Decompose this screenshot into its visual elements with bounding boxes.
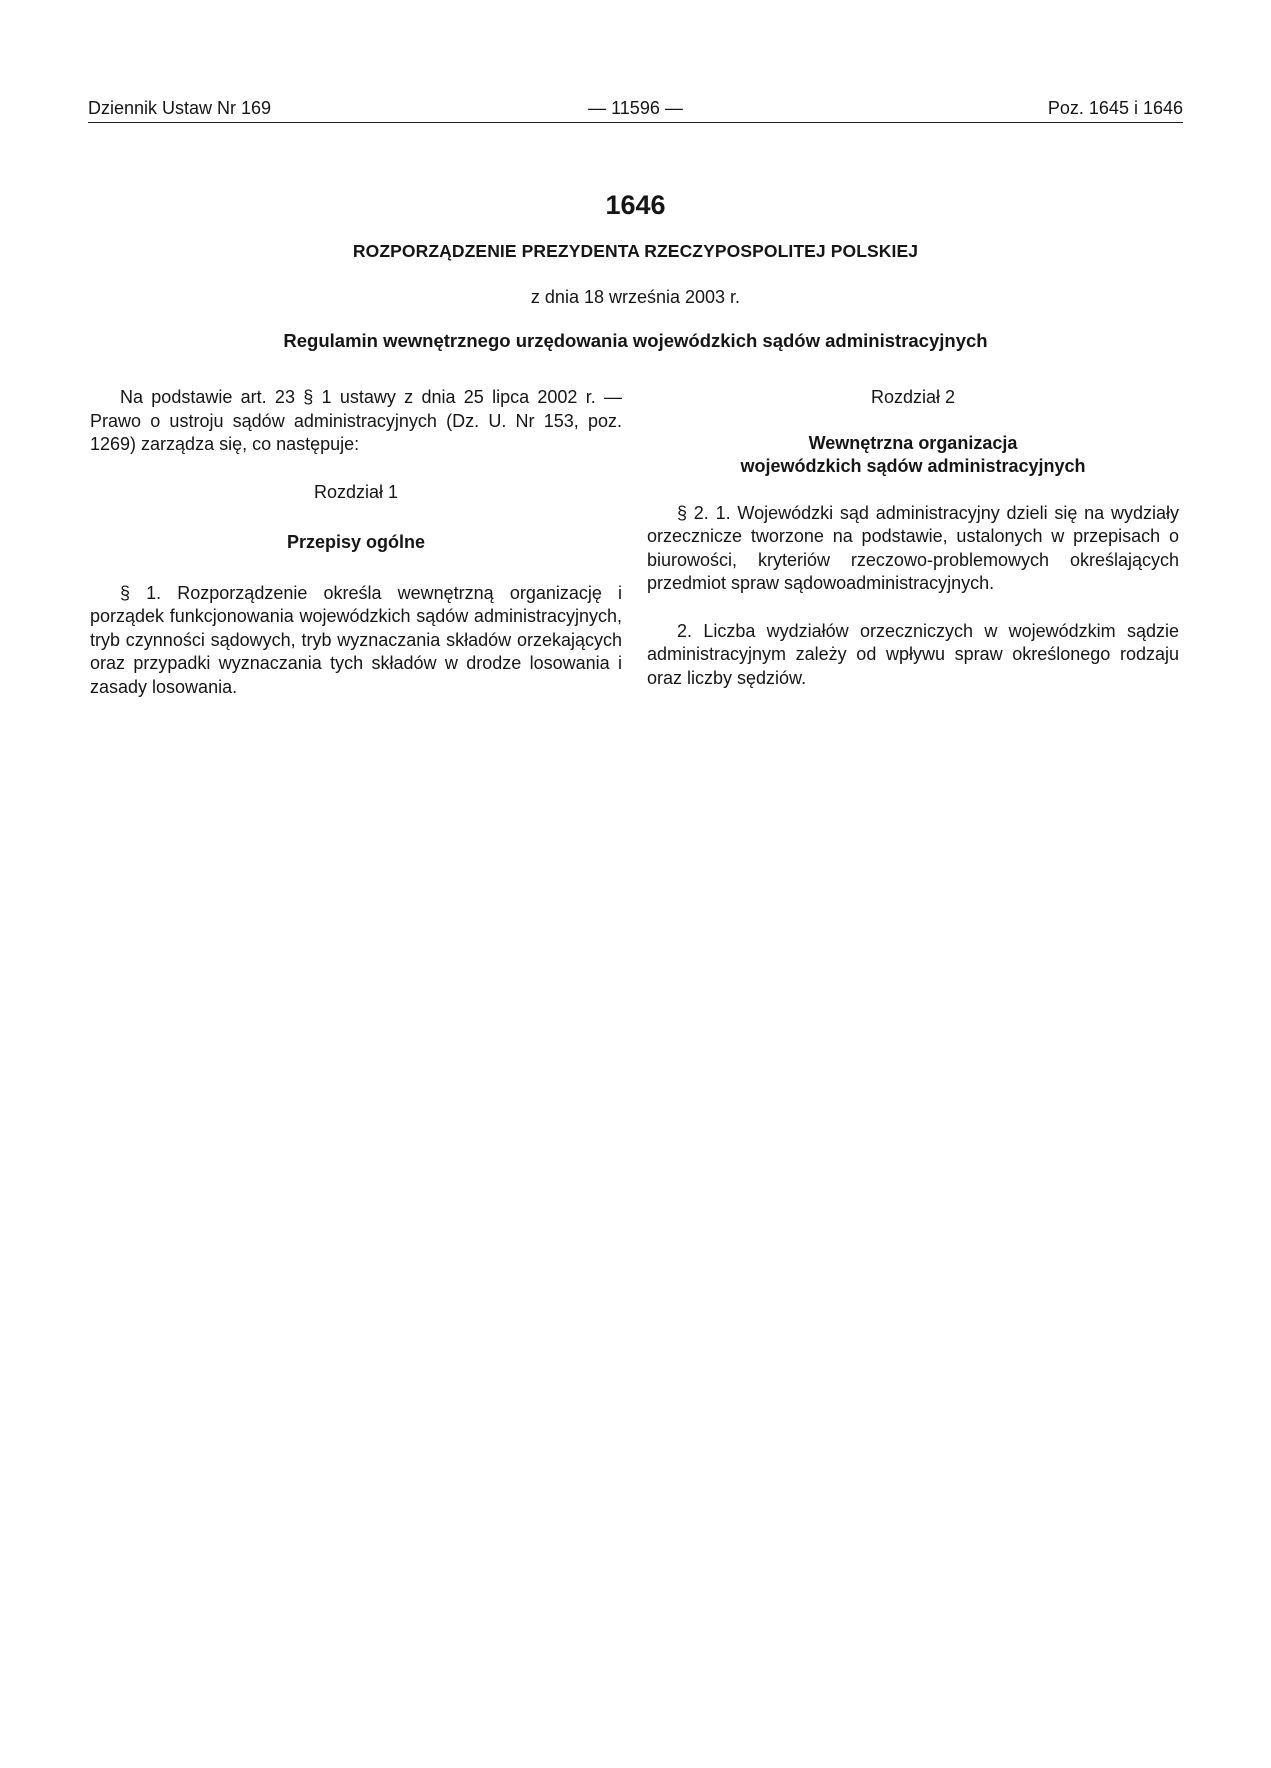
left-column — [90, 386, 622, 699]
chapter-1-label: Rozdział 1 — [313, 481, 399, 502]
page-number: — 11596 — — [588, 98, 683, 118]
chapter-2-heading-line-1: Wewnętrzna organizacja — [808, 432, 1018, 453]
chapter-1-heading: Przepisy ogólne — [286, 532, 426, 552]
act-title: ROZPORZĄDZENIE PREZYDENTA RZECZYPOSPOLITEJ POLSKIEJ — [352, 241, 919, 261]
right-column — [647, 386, 1179, 690]
chapter-2-heading — [647, 432, 1179, 479]
section-2-1: § 2. 1. Wojewódzki sąd administracyjny dzieli się na wydziały orzecznicze tworzone na podstawie, ustalonych w przepisach o biurowości, kryteriów rzeczowo-problemowych określających przedmiot spraw sądowoadministracyjnych. — [647, 502, 1179, 593]
journal-title: Dziennik Ustaw Nr 169 — [88, 98, 272, 118]
section-2-2: 2. Liczba wydziałów orzeczniczych w wojewódzkim sądzie administracyjnym zależy od wpływu spraw określonego rodzaju oraz liczby sędziów. — [647, 620, 1179, 688]
chapter-2-heading-line-2: wojewódzkich sądów administracyjnych — [740, 456, 1086, 476]
chapter-2-label: Rozdział 2 — [870, 387, 956, 407]
page-header — [88, 97, 1183, 121]
preamble: Na podstawie art. 23 § 1 ustawy z dnia 25 lipca 2002 r. — Prawo o ustroju sądów administracyjnych (Dz. U. Nr 153, poz. 1269) zarządza się, co następuje: — [90, 387, 622, 454]
act-date: z dnia 18 września 2003 r. — [530, 287, 741, 307]
section-1: § 1. Rozporządzenie określa wewnętrzną organizację i porządek funkcjonowania wojewódzkich sądów administracyjnych, tryb czynności sądowych, tryb wyznaczania składów orzekających oraz przypadki wyznaczania tych składów w drodze losowania i zasady losowania. — [90, 582, 622, 697]
act-number: 1646 — [605, 190, 666, 220]
header-divider — [88, 122, 1183, 123]
act-subject: Regulamin wewnętrznego urzędowania wojewódzkich sądów administracyjnych — [283, 330, 988, 351]
position-reference: Poz. 1645 i 1646 — [1047, 98, 1183, 118]
